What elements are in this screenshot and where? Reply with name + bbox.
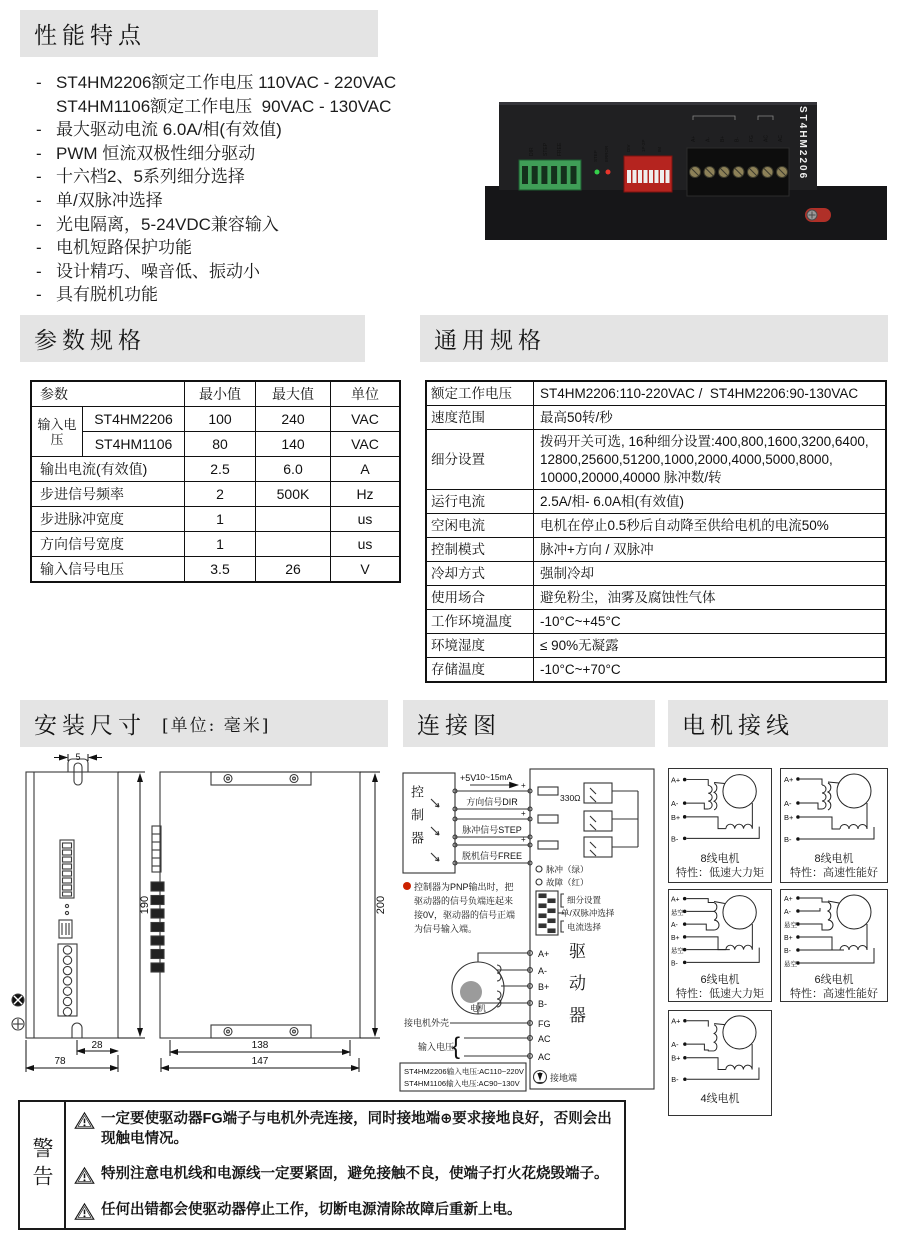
terminal-label: A+ [671, 1016, 681, 1026]
svg-text:+: + [521, 781, 526, 790]
dip-label-subdiv: 细分设置 [567, 895, 602, 905]
section-header-param-spec [20, 315, 365, 362]
red-led [606, 170, 611, 175]
motor-label: 电机 [470, 1004, 486, 1013]
motor-diagram-8wire-high [780, 768, 888, 883]
table-row: 空闲电流 电机在停止0.5秒后自动降至供给电机的电流50% [426, 514, 886, 538]
warning-panel [18, 1100, 626, 1230]
dim-78: 78 [54, 1056, 66, 1067]
signal-free: 脱机信号FREE [461, 851, 523, 861]
photo-terminal-label: B- [734, 137, 741, 142]
list-item: - 十六档2、5系列细分选择 [36, 167, 245, 187]
terminal-label: B- [784, 948, 791, 955]
pnp-note-line: 接0V，驱动器的信号正端 [414, 910, 516, 920]
terminal-label: AC [538, 1034, 551, 1044]
dip-switch [624, 156, 672, 192]
motor-name: 4线电机 [700, 1093, 740, 1105]
product-photo [477, 80, 895, 248]
terminal-label: A+ [538, 949, 550, 959]
terminal-label: A- [671, 1040, 679, 1050]
section-header-mounting [20, 700, 388, 747]
table-row: 方向信号宽度 1 us [31, 532, 400, 557]
table-row: 控制模式 脉冲+方向 / 双脉冲 [426, 538, 886, 562]
terminal-label: B- [784, 835, 792, 844]
table-row: 输入电压 ST4HM2206 100 240 VAC [31, 407, 400, 432]
device-model-label: ST4HM2206 [797, 106, 808, 181]
terminal-label: B+ [784, 935, 793, 942]
table-row: 步进信号频率 2 500K Hz [31, 482, 400, 507]
terminal-label: A+ [670, 775, 681, 785]
table-row: 额定工作电压 ST4HM2206:110-220VAC / ST4HM2206:90-130VAC [426, 381, 886, 406]
driver-label: 驱动器 [566, 942, 585, 1038]
section-header-motor-wiring [668, 700, 888, 747]
photo-terminal-label: A+ [691, 135, 697, 142]
svg-text:+: + [521, 835, 526, 844]
section-header-features [20, 10, 378, 57]
dim-138: 138 [251, 1040, 269, 1051]
motor-feature: 特性：高速性能好 [790, 867, 878, 879]
table-row: 存储温度 -10°C~+70°C [426, 658, 886, 683]
signal-step: 脉冲信号STEP [462, 825, 522, 835]
terminal-label: A+ [784, 896, 793, 903]
features-list [36, 71, 476, 307]
ground-label: 接地端 [550, 1073, 578, 1083]
voltage-note: ST4HM1106输入电压:AC90~130V [404, 1079, 520, 1088]
motor-name: 6线电机 [814, 974, 854, 986]
table-row: 参数 最小值 最大值 单位 [31, 381, 400, 407]
photo-dip-label-pulse: 1P-2P [641, 139, 646, 152]
terminal-label: A+ [784, 775, 794, 784]
terminal-label: B- [538, 999, 547, 1009]
warning-title: 警告 [30, 1137, 54, 1193]
terminal-label: A- [670, 799, 679, 809]
param-spec-table [30, 380, 401, 583]
table-row: 步进脉冲宽度 1 us [31, 507, 400, 532]
motor-diagram-6wire-high [780, 889, 888, 1002]
table-row: ST4HM1106 80 140 VAC [31, 432, 400, 457]
motor-wiring-title: 电机接线 [682, 713, 794, 739]
photo-dip-label-im: IM [657, 147, 662, 152]
list-item: - 电机短路保护功能 [36, 238, 192, 258]
terminal-label: B+ [784, 813, 794, 822]
controller-label: 控制器 [409, 785, 424, 854]
photo-led-label-step: STEP [593, 150, 598, 162]
resistor-value: 330Ω [560, 793, 581, 803]
pnp-note-line: 驱动器的信号负端连起来 [414, 896, 514, 906]
photo-label-dir: DIR [529, 147, 535, 156]
list-item: - 最大驱动电流 6.0A/相(有效值) [36, 120, 282, 140]
list-item: - 具有脱机功能 [36, 285, 158, 305]
mounting-title: 安装尺寸 [34, 713, 146, 739]
table-row: 使用场合 避免粉尘，油雾及腐蚀性气体 [426, 586, 886, 610]
list-item: - 光电隔离，5-24VDC兼容输入 [36, 214, 279, 234]
connection-diagram [398, 753, 662, 1093]
general-spec-title: 通用规格 [434, 328, 546, 354]
signal-dir: 方向信号DIR [466, 797, 518, 807]
pnp-note-line: 控制器为PNP输出时，把 [414, 882, 514, 892]
dip-label-pulse-mode: 单/双脉冲选择 [561, 908, 615, 918]
terminal-label: AC [538, 1052, 551, 1062]
green-connector [519, 160, 581, 190]
table-row: 运行电流 2.5A/相- 6.0A相(有效值) [426, 490, 886, 514]
motor-feature: 特性：低速大力矩 [676, 988, 764, 1000]
svg-text:+: + [521, 809, 526, 818]
terminal-label: B+ [671, 1053, 681, 1063]
dim-28: 28 [91, 1040, 103, 1051]
photo-terminal-label: B+ [720, 135, 726, 142]
table-row: 输入信号电压 3.5 26 V [31, 557, 400, 583]
terminal-label: A- [784, 909, 791, 916]
list-item: - PWM 恒流双极性细分驱动 [36, 143, 256, 163]
photo-label-step: STEP [543, 142, 549, 156]
terminal-label: B+ [670, 934, 680, 942]
terminal-label: 悬空 [784, 922, 797, 929]
warning-icon [74, 1166, 95, 1185]
mounting-dimension-drawing [8, 750, 398, 1098]
terminal-label: B- [670, 834, 679, 844]
terminal-label: B+ [670, 812, 681, 822]
section-header-general-spec [420, 315, 888, 362]
terminal-label: 悬空 [670, 909, 684, 917]
green-led [595, 170, 600, 175]
voltage-note: ST4HM2206输入电压:AC110~220V [404, 1067, 524, 1076]
list-item: - ST4HM2206额定工作电压 110VAC - 220VAC [36, 73, 397, 92]
warning-item: 特别注意电机线和电源线一定要紧固，避免接触不良，使端子打火花烧毁端子。 [74, 1164, 616, 1185]
photo-terminal-label: A- [705, 137, 712, 142]
warning-icon [74, 1202, 95, 1221]
terminal-label: 悬空 [670, 947, 684, 955]
led-fault-label: 故障（红） [546, 877, 589, 888]
terminal-label: A- [670, 922, 678, 930]
motor-feature: 特性：高速性能好 [790, 988, 878, 1000]
photo-terminal-label: AC [763, 135, 770, 142]
photo-dip-label-div: DIV [626, 144, 631, 152]
terminal-label: FG [538, 1019, 551, 1029]
motor-diagram-6wire-low [668, 889, 772, 1002]
motor-diagram-4wire [668, 1010, 772, 1116]
motor-name: 6线电机 [700, 974, 740, 986]
dim-5: 5 [75, 752, 81, 762]
photo-label-free: FREE [557, 142, 563, 156]
svg-text:{: { [452, 1033, 461, 1060]
warning-item: 任何出错都会使驱动器停止工作，切断电源清除故障后重新上电。 [74, 1200, 616, 1221]
features-title: 性能特点 [34, 23, 146, 49]
led-pulse-label: 脉冲（绿） [546, 864, 589, 875]
photo-led-label-error: ERROR [604, 145, 609, 162]
terminal-label: A- [538, 966, 547, 976]
current-note: 10~15mA [475, 772, 513, 782]
table-row: 细分设置 拨码开关可选, 16种细分设置:400,800,1600,3200,6400, 12800,25600,51200,1000,2000,4000,5000,8000, 10000,20000,40000 脉冲数/转 [426, 430, 886, 490]
pnp-note-line: 为信号输入端。 [414, 924, 478, 934]
motor-diagram-8wire-low [668, 768, 772, 883]
motor-name: 8线电机 [700, 853, 740, 865]
vcc-label: +5V [460, 773, 477, 783]
table-row: 冷却方式 强制冷却 [426, 562, 886, 586]
table-row: 工作环境温度 -10°C~+45°C [426, 610, 886, 634]
dim-190: 190 [139, 895, 151, 915]
input-voltage-label: 输入电压 [418, 1042, 455, 1052]
photo-terminal-label: AC [778, 135, 784, 142]
list-item: - 单/双脉冲选择 [36, 190, 163, 210]
terminal-label: B- [670, 960, 678, 968]
warning-icon [74, 1111, 95, 1130]
terminal-label: B- [671, 1075, 679, 1085]
dim-147: 147 [251, 1056, 269, 1067]
param-spec-title: 参数规格 [34, 328, 146, 354]
table-row: 环境湿度 ≤ 90%无凝露 [426, 634, 886, 658]
note-bullet [403, 882, 411, 890]
motor-name: 8线电机 [814, 853, 854, 865]
terminal-label: B+ [538, 982, 550, 992]
dim-200: 200 [375, 895, 387, 915]
list-item: - 设计精巧、噪音低、振动小 [36, 261, 260, 281]
driver-device-image [477, 80, 895, 248]
fg-note: 接电机外壳 [404, 1018, 450, 1028]
general-spec-table [425, 380, 887, 683]
warning-item: 一定要使驱动器FG端子与电机外壳连接，同时接地端⊕要求接地良好，否则会出现触电情况。 [74, 1109, 616, 1149]
table-row: 速度范围 最高50转/秒 [426, 406, 886, 430]
power-terminal-block [687, 148, 789, 196]
motor-feature: 特性：低速大力矩 [676, 867, 764, 879]
terminal-label: A- [784, 799, 792, 808]
terminal-label: 悬空 [784, 961, 797, 968]
mounting-unit-note: [单位: 毫米] [162, 716, 271, 736]
list-item: ST4HM1106额定工作电压 90VAC - 130VAC [56, 96, 392, 116]
photo-terminal-label: FG [749, 135, 755, 142]
table-row: 输出电流(有效值) 2.5 6.0 A [31, 457, 400, 482]
wiring-title: 连接图 [417, 713, 501, 739]
terminal-label: A+ [670, 896, 680, 904]
section-header-wiring [403, 700, 655, 747]
red-latch [805, 208, 831, 222]
dip-label-current: 电流选择 [567, 922, 602, 932]
